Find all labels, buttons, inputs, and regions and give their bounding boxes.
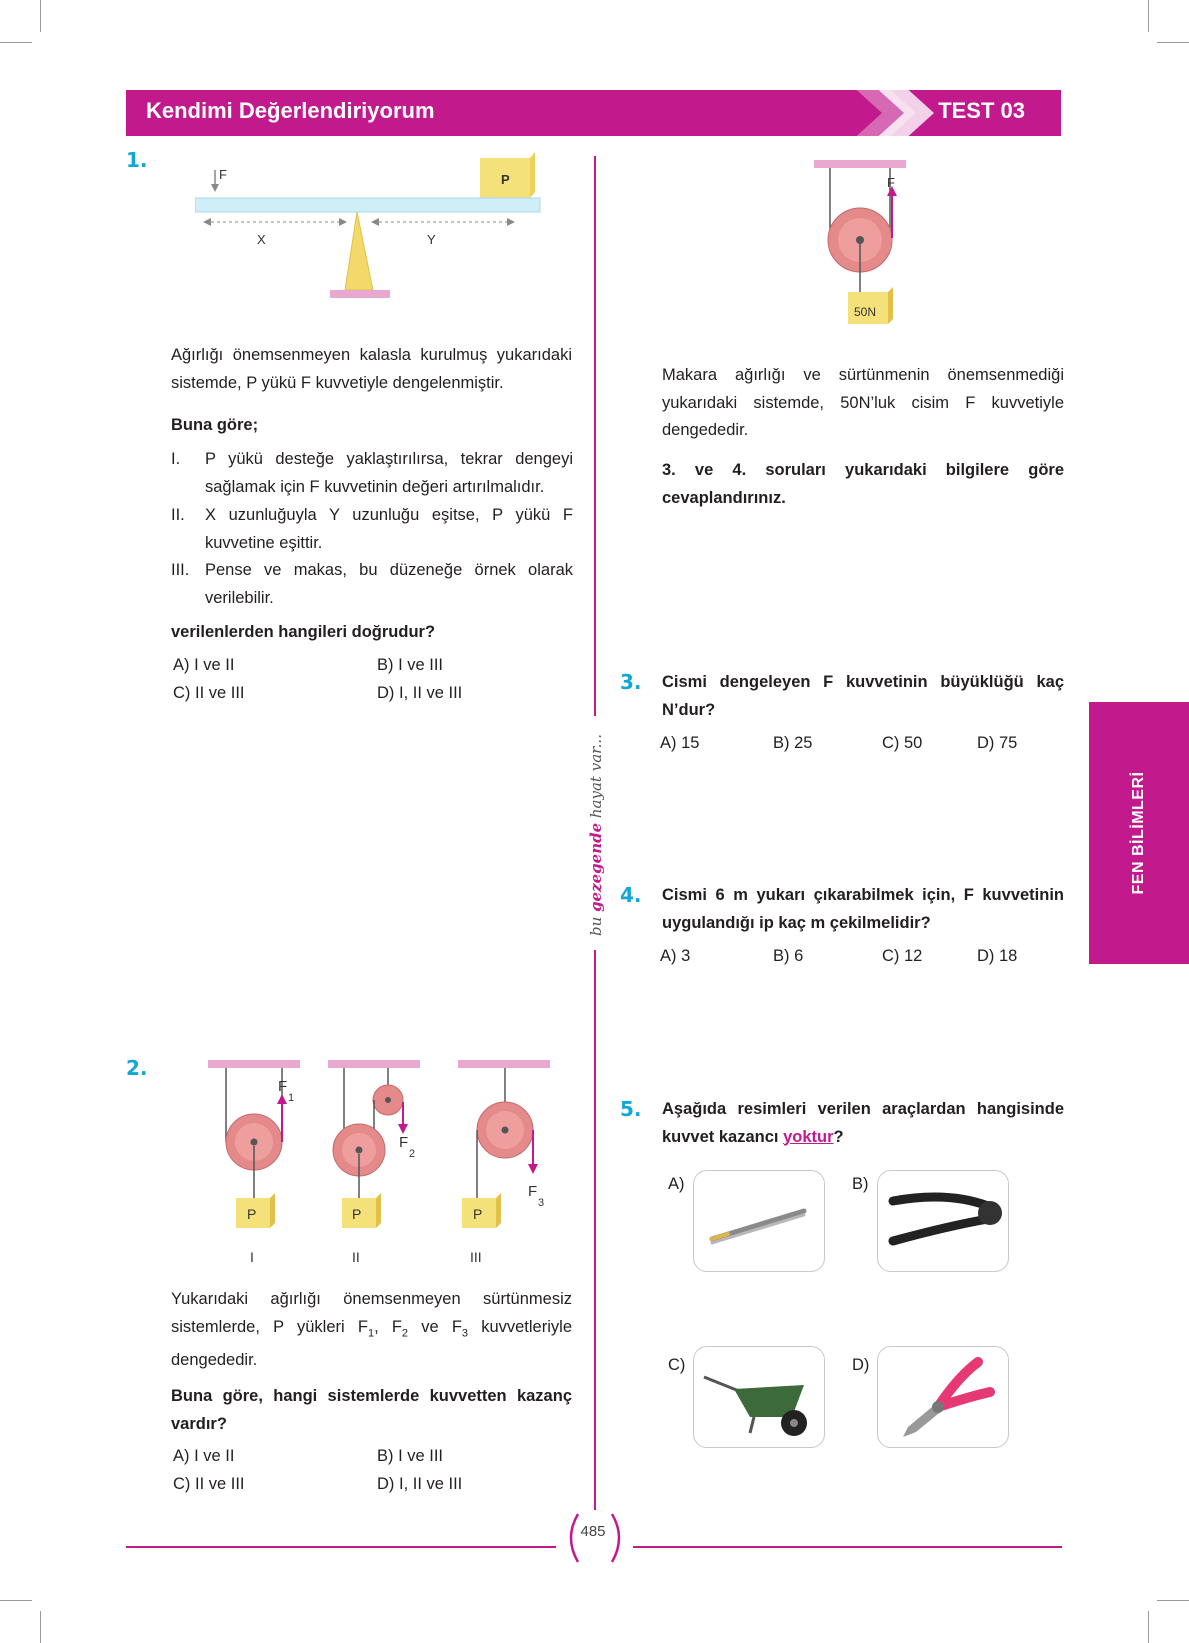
q5-option-c-label[interactable]: C) bbox=[668, 1356, 686, 1374]
q1-question: verilenlerden hangileri doğrudur? bbox=[171, 623, 436, 641]
q1-lead: Buna göre; bbox=[171, 416, 259, 434]
q5-option-c[interactable] bbox=[693, 1346, 825, 1448]
pliers-icon bbox=[878, 1347, 1008, 1447]
system-1-label: I bbox=[250, 1249, 254, 1265]
q4-option-b[interactable]: B) 6 bbox=[773, 947, 804, 965]
system-2-load: P bbox=[352, 1206, 362, 1222]
crop-mark bbox=[0, 42, 32, 43]
q4-option-a[interactable]: A) 3 bbox=[660, 947, 691, 965]
question-4-number: 4. bbox=[620, 883, 642, 907]
nutcracker-icon bbox=[878, 1171, 1008, 1271]
q5-option-b-label[interactable]: B) bbox=[852, 1175, 869, 1193]
q1-option-d[interactable]: D) I, II ve III bbox=[377, 684, 463, 702]
lever-load-label: P bbox=[501, 172, 510, 187]
q5-option-d-label[interactable]: D) bbox=[852, 1356, 870, 1374]
lever-force-label: F bbox=[219, 167, 227, 182]
lever-x-label: X bbox=[257, 232, 266, 247]
ceiling bbox=[814, 160, 906, 168]
q2-option-b[interactable]: B) I ve III bbox=[377, 1447, 444, 1465]
q1-statement-text: P yükü desteğe yaklaştırılırsa, tekrar dengeyi sağlamak için F kuvvetinin değeri artırılmalıdır. bbox=[205, 450, 573, 496]
q5-option-a-label[interactable]: A) bbox=[668, 1175, 685, 1193]
crop-mark bbox=[0, 1600, 32, 1601]
force-2-sub: 2 bbox=[409, 1148, 416, 1160]
q4-option-d[interactable]: D) 18 bbox=[977, 947, 1018, 965]
pulley-systems-figure bbox=[200, 1050, 560, 1270]
force-1-sub: 1 bbox=[288, 1092, 295, 1104]
q2-option-c[interactable]: C) II ve III bbox=[173, 1475, 245, 1493]
q1-option-a[interactable]: A) I ve II bbox=[173, 656, 235, 674]
q3-option-d[interactable]: D) 75 bbox=[977, 734, 1018, 752]
lever-y-label: Y bbox=[427, 232, 436, 247]
system-2-label: II bbox=[352, 1249, 360, 1265]
q5-option-b[interactable] bbox=[877, 1170, 1009, 1272]
q4-question: Cismi 6 m yukarı çıkarabilmek için, F kuvvetinin uygulandığı ip kaç m çekilmelidir? bbox=[662, 886, 1064, 932]
force-3-sub: 3 bbox=[538, 1197, 545, 1209]
plank bbox=[195, 198, 540, 212]
crop-mark bbox=[1148, 1611, 1149, 1643]
tweezers-icon bbox=[694, 1171, 824, 1271]
crop-mark bbox=[1157, 1600, 1189, 1601]
wheelbarrow-icon bbox=[694, 1347, 824, 1447]
subject-tab bbox=[1089, 702, 1189, 964]
page-number: 485 bbox=[580, 1523, 606, 1540]
column-divider bbox=[594, 156, 596, 716]
chevron-arrows-icon bbox=[850, 84, 940, 142]
q1-statement-num: I. bbox=[171, 450, 181, 468]
lever-figure bbox=[195, 148, 555, 318]
subject-label: FEN BİLİMLERİ bbox=[1130, 771, 1147, 895]
column-divider bbox=[594, 950, 596, 1510]
q1-statement-text: X uzunluğuyla Y uzunluğu eşitse, P yükü F kuvvetine eşittir. bbox=[205, 506, 573, 552]
header-bar bbox=[126, 90, 1061, 136]
system-1-load: P bbox=[247, 1206, 257, 1222]
fulcrum-base bbox=[330, 290, 390, 298]
q2-question: Buna göre, hangi sistemlerde kuvvetten kazanç vardır? bbox=[171, 1387, 572, 1433]
q3-option-c[interactable]: C) 50 bbox=[882, 734, 923, 752]
q2-stem: Yukarıdaki ağırlığı önemsenmeyen sürtünmesiz sistemlerde, P yükleri $F_1$, $F_2$ ve $F_3$ kuvvetleriyle dengededir. bbox=[171, 1290, 572, 1370]
question-1-number: 1. bbox=[126, 148, 148, 172]
pulley-figure bbox=[800, 152, 920, 342]
q1-option-b[interactable]: B) I ve III bbox=[377, 656, 444, 674]
force-3-letter: F bbox=[528, 1183, 538, 1200]
q1-option-c[interactable]: C) II ve III bbox=[173, 684, 245, 702]
system-3-label: III bbox=[470, 1249, 482, 1265]
q5-question: Aşağıda resimleri verilen araçlardan hangisinde kuvvet kazancı yoktur? bbox=[662, 1100, 1064, 1146]
pulley-force-label: F bbox=[887, 175, 895, 190]
question-2-number: 2. bbox=[126, 1056, 148, 1080]
q3-option-b[interactable]: B) 25 bbox=[773, 734, 813, 752]
system-3-load: P bbox=[473, 1206, 483, 1222]
fulcrum bbox=[345, 212, 373, 290]
header-test-number: TEST 03 bbox=[938, 98, 1025, 123]
slogan: bu gezegende hayat var... bbox=[587, 734, 605, 936]
force-1-letter: F bbox=[278, 1078, 288, 1095]
q5-option-d[interactable] bbox=[877, 1346, 1009, 1448]
q5-option-a[interactable] bbox=[693, 1170, 825, 1272]
q3-question: Cismi dengeleyen F kuvvetinin büyüklüğü kaç N’dur? bbox=[662, 673, 1064, 719]
q1-statement-text: Pense ve makas, bu düzeneğe örnek olarak verilebilir. bbox=[205, 561, 573, 607]
question-5-number: 5. bbox=[620, 1097, 642, 1121]
header-title: Kendimi Değerlendiriyorum bbox=[146, 98, 435, 123]
shared-instruction: 3. ve 4. soruları yukarıdaki bilgilere göre cevaplandırınız. bbox=[662, 461, 1064, 507]
pulley-load-label: 50N bbox=[854, 305, 877, 319]
q1-statement-num: II. bbox=[171, 506, 185, 524]
shared-stem: Makara ağırlığı ve sürtünmenin önemsenmediği yukarıdaki sistemde, 50N’luk cisim F kuvvetiyle dengededir. bbox=[662, 366, 1064, 439]
crop-mark bbox=[1148, 0, 1149, 32]
footer-rule bbox=[633, 1546, 1062, 1548]
q1-statement-num: III. bbox=[171, 561, 190, 579]
q2-option-a[interactable]: A) I ve II bbox=[173, 1447, 235, 1465]
force-2-letter: F bbox=[399, 1134, 409, 1151]
q3-option-a[interactable]: A) 15 bbox=[660, 734, 700, 752]
q4-option-c[interactable]: C) 12 bbox=[882, 947, 923, 965]
crop-mark bbox=[40, 0, 41, 32]
question-3-number: 3. bbox=[620, 670, 642, 694]
crop-mark bbox=[40, 1611, 41, 1643]
footer-rule bbox=[126, 1546, 556, 1548]
crop-mark bbox=[1157, 42, 1189, 43]
q1-stem: Ağırlığı önemsenmeyen kalasla kurulmuş yukarıdaki sistemde, P yükü F kuvvetiyle dengelenmiştir. bbox=[171, 346, 572, 392]
q2-option-d[interactable]: D) I, II ve III bbox=[377, 1475, 463, 1493]
